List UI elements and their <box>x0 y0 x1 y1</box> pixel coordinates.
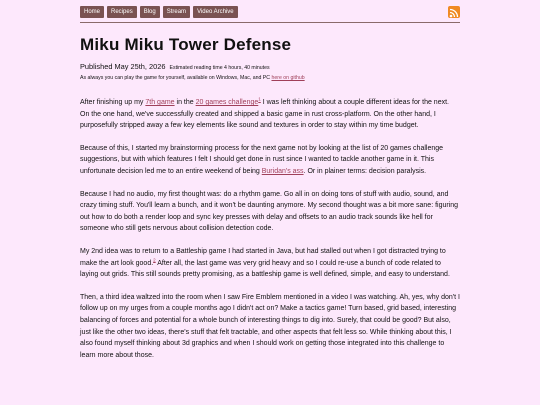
paragraph-1 <box>80 97 460 132</box>
post-meta <box>80 62 270 71</box>
p1-text-3: I was left thinking about a couple different ideas for the next. On the one hand, we've successfully created and shipped a basic game in rust cross-platform. On the other hand, I purposefully stripped away a few key elements like sound and textures in order to stay within my time budget. <box>80 99 449 130</box>
footnote-2-link[interactable]: 2 <box>153 257 156 263</box>
p1-text-2: in the <box>176 99 194 106</box>
nav-home-button[interactable]: Home <box>80 6 104 18</box>
reading-time: Estimated reading time 4 hours, 40 minutes <box>169 65 270 71</box>
top-nav <box>80 6 460 20</box>
7th-game-link[interactable]: 7th game <box>145 99 175 106</box>
p2-text-2: . Or in plainer terms: decision paralysis. <box>303 167 427 175</box>
p1-text-1: After finishing up my <box>80 99 144 106</box>
rss-icon[interactable] <box>448 6 460 18</box>
20-games-challenge-link[interactable]: 20 games challenge <box>195 99 259 106</box>
p4-text-1: My 2nd idea was to return to a Battleship game I had started in Java, but had stalled out when I got distracted trying to make the art look good. <box>80 247 446 267</box>
article-body <box>80 97 460 372</box>
nav-blog-button[interactable]: Blog <box>140 6 160 18</box>
availability-text: As always you can play the game for yourself, available on Windows, Mac, and PC <box>80 75 271 81</box>
p4-text-2: After all, the last game was very grid heavy and so I could re-use a bunch of code related to laying out grids. This still sounds pretty promising, as a battleship game is well defined, simple, and easy to understand. <box>80 259 450 279</box>
paragraph-3: Because I had no audio, my first thought was: do a rhythm game. Go all in on doing tons of stuff with audio, sound, and crazy timing stuff. You'll learn a bunch, and it won't be daunting anymore. My second thought was a bit more sane: figuring out how to do both a render loop and sync key presses with delay and offsets to an audio track sounds like hell for someone who still gets nervous about collision detection code. <box>80 190 459 233</box>
footnote-1-link[interactable]: 1 <box>258 96 261 102</box>
paragraph-4 <box>80 246 460 281</box>
buridans-ass-link[interactable]: Buridan's ass <box>261 167 304 175</box>
nav-items <box>80 6 460 18</box>
nav-divider <box>80 22 460 23</box>
paragraph-2 <box>80 143 460 178</box>
github-link[interactable]: here on github <box>271 75 305 81</box>
availability-note <box>80 75 305 81</box>
nav-video-archive-button[interactable]: Video Archive <box>193 6 238 18</box>
p2-text-1: Because of this, I started my brainstorming process for the next game not by looking at the list of 20 games challenge suggestions, but with which features I felt I should get done in rust since I wanted to tackle another game in it. This unfortunate decision led me to an entire weekend of being <box>80 144 444 175</box>
nav-stream-button[interactable]: Stream <box>163 6 190 18</box>
nav-recipes-button[interactable]: Recipes <box>107 6 137 18</box>
page-title: Miku Miku Tower Defense <box>80 35 292 54</box>
published-date: Published May 25th, 2026 <box>80 62 166 71</box>
paragraph-5: Then, a third idea waltzed into the room when I saw Fire Emblem mentioned in a video I was watching. Ah, yes, why don't I follow up on my urges from a couple months ago I didn't act on? Make a tactics game! Turn based, grid based, interesting balancing of forces and potential for a whole bunch of interesting things to dig into. Surely, that could be good? But also, just like the other two ideas, there's stuff that felt tractable, and other aspects that felt less so. While thinking about this, I also found myself thinking about 3d graphics and when I should work on getting those integrated into this challenge to learn more about those. <box>80 293 460 359</box>
